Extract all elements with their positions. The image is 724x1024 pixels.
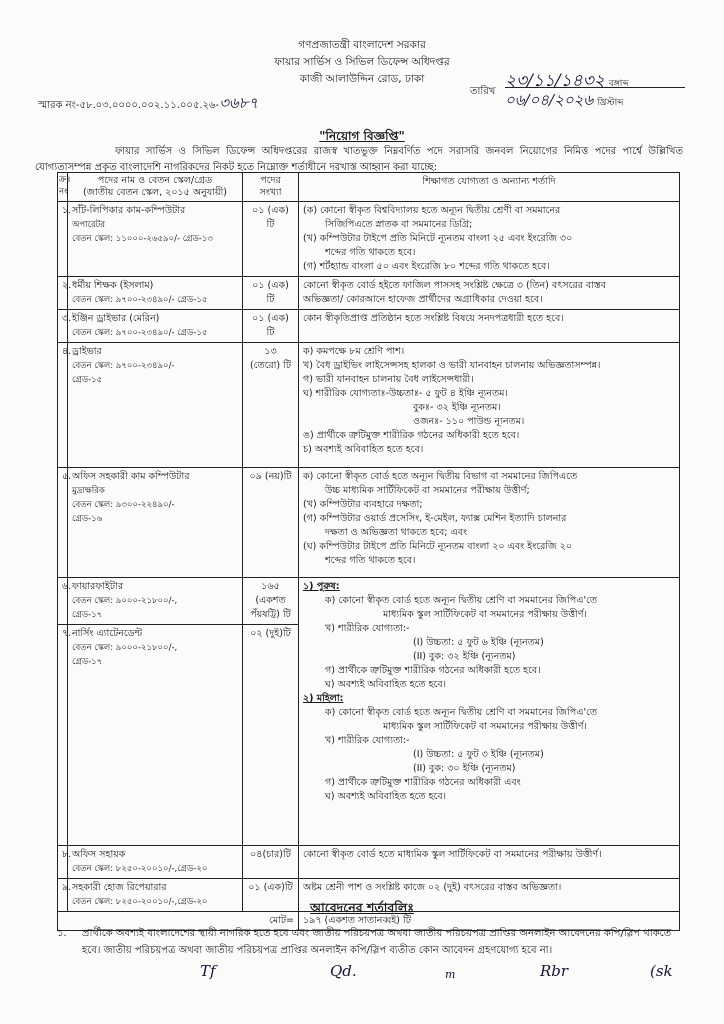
- header-name: [68, 173, 243, 202]
- total-value: ১৯৭ (একশত সাতানব্বই) টি: [299, 912, 680, 931]
- row-post-count: [243, 202, 299, 277]
- header-name-1: পদের নাম ও বেতন স্কেল/গ্রেড: [97, 175, 213, 186]
- condition-number: ১.: [57, 928, 67, 939]
- posts-table: [57, 172, 680, 931]
- header-count-1: পদের: [260, 175, 281, 186]
- female-section-title: ২) মহিলা:: [303, 693, 344, 704]
- requirement-line: শব্দের গতি থাকতে হবে।: [325, 247, 416, 258]
- row-post-count: [243, 343, 299, 468]
- row-sl: ৭.: [58, 625, 68, 846]
- header-department: ফায়ার সার্ভিস ও সিভিল ডিফেন্স অধিদপ্তর: [274, 56, 450, 68]
- post-count-line: টি: [266, 327, 275, 338]
- intro-paragraph: ফায়ার সার্ভিস ও সিভিল ডিফেন্স অধিদপ্তরের রাজস্ব খাতভুক্ত নিম্নবর্ণিত পদে সরাসরি জনবল নিয়োগের নিমিত্ত পদের পার্শ্বে উল্লিখিত যোগ্যতাসম্পন্ন প্রকৃত বাংলাদেশি নাগরিকদের নিকট হতে নিম্নোক্ত শর্তাধীনে দরখাস্ত আহ্বান করা যাচ্ছে:: [35, 146, 683, 173]
- post-name: ধর্মীয় শিক্ষক (ইসলাম): [72, 280, 154, 291]
- requirement-line: ঘ) শারীরিক যোগ্যতাঃ-উচ্চতাঃ- ৫ ফুট ৪ ইঞ্চি ন্যূনতম।: [303, 388, 508, 399]
- pay-scale: বেতন স্কেল: ৯০০০-২১৮০০/-,: [72, 643, 178, 653]
- header-requirements: শিক্ষাগত যোগ্যতা ও অন্যান্য শর্তাদি: [299, 173, 680, 202]
- row-sl: ৩.: [58, 310, 68, 343]
- post-count-line: টি: [266, 294, 275, 305]
- requirement-line: (I) উচ্চতা: ৫ ফুট ৬ ইঞ্চি (ন্যূনতম): [413, 637, 544, 648]
- row-post-name: [68, 625, 243, 846]
- requirement-line: ক) কোনো স্বীকৃত বোর্ড হতে অন্যূন দ্বিতীয় বিভাগ বা সমমানের জিপিএতে: [303, 471, 578, 482]
- post-count-line: ০১ (এক): [252, 205, 289, 216]
- requirement-line: দক্ষতা ও অভিজ্ঞতা থাকতে হবে; এবং: [325, 527, 468, 538]
- row-sl: ২.: [58, 277, 68, 310]
- post-count-line: টি: [266, 219, 275, 230]
- header-count-2: সংখ্যা: [259, 187, 282, 198]
- signature-3: m: [445, 968, 456, 981]
- row-requirements: [299, 468, 680, 578]
- row-requirements: [299, 343, 680, 468]
- table-row: [58, 310, 680, 343]
- requirement-line: শব্দের গতি থাকতে হবে।: [325, 555, 416, 566]
- requirement-line: ঙ) প্রার্থীকে ত্রুটিমুক্ত শারীরিক গঠনের অধিকারী হতে হবে।: [303, 430, 520, 441]
- pay-scale: গ্রেড-১৬: [72, 514, 103, 524]
- pay-scale: বেতন স্কেল: ৮২৫০-২০০১০/-,গ্রেড-২০: [72, 897, 208, 907]
- row-post-name: [68, 578, 243, 625]
- table-row: [58, 578, 680, 625]
- pay-scale: মুদ্রাক্ষরিক: [72, 486, 105, 496]
- post-name: ফায়ারফাইটার: [72, 581, 124, 592]
- post-count-line: (একশত: [255, 595, 286, 606]
- post-name: অফিস সহকারী কাম কম্পিউটার: [72, 471, 190, 482]
- post-count-line: ১৩: [264, 346, 277, 357]
- row-requirements: [299, 202, 680, 277]
- pay-scale: বেতন স্কেল: ৯০০০-২১৮০০/-,: [72, 596, 178, 606]
- table-row: [58, 343, 680, 468]
- memo-handwritten-no: ৩৬৮৭: [219, 94, 259, 112]
- requirement-line: কোন স্বীকৃতিপ্রাপ্ত প্রতিষ্ঠান হতে সংশ্লিষ্ট বিষয়ে সনদপত্রধারী হতে হবে।: [303, 313, 564, 324]
- requirement-line: অষ্টম শ্রেনী পাশ ও সংশ্লিষ্ট কাজে ০২ (দুই) বৎসরের বাস্তব অভিজ্ঞতা।: [303, 882, 562, 893]
- total-label: মোট=: [58, 912, 299, 931]
- row-post-count: [243, 310, 299, 343]
- post-count-line: ০১ (এক): [252, 313, 289, 324]
- post-name: নার্সিং এ্যাটেনডেন্ট: [72, 628, 143, 639]
- pay-scale: গ্রেড-১৫: [72, 375, 103, 385]
- post-name: ইঞ্জিন ড্রাইভার (মেরিন): [72, 313, 160, 324]
- pay-scale: বেতন স্কেল: ৮২৫০-২০০১০/-,গ্রেড-২০: [72, 864, 208, 874]
- row-post-name: [68, 277, 243, 310]
- post-name: অফিস সহায়ক: [72, 849, 126, 860]
- signature-5: (sk: [650, 962, 673, 980]
- row-post-name: [68, 846, 243, 879]
- header-govt: গণপ্রজাতন্ত্রী বাংলাদেশ সরকার: [298, 39, 426, 51]
- post-name: সহকারী হোজ রিপেয়ারার: [72, 882, 167, 893]
- row-post-name: [68, 343, 243, 468]
- row-post-count: [243, 625, 299, 846]
- date-english-suffix: খ্রিস্টাব্দ: [597, 98, 624, 108]
- condition-item: [57, 925, 687, 959]
- pay-scale: গ্রেড-১৭: [72, 610, 103, 620]
- row-requirements: [299, 277, 680, 310]
- requirement-line: ঘ) অবশ্যই অবিবাহিত হতে হবে।: [325, 791, 447, 802]
- signature-4: Rbr: [540, 962, 569, 980]
- requirement-line: (ক) কোনো স্বীকৃত বিশ্ববিদ্যালয় হতে অন্যূন দ্বিতীয় শ্রেণী বা সমমানের: [303, 205, 561, 216]
- requirement-line: ক) কোনো স্বীকৃত বোর্ড হতে অন্যূন দ্বিতীয় শ্রেণি বা সমমানের জিপিএ'তে: [325, 595, 598, 606]
- requirement-line: কোনো স্বীকৃত বোর্ড হতে মাধ্যমিক স্কুল সার্টিফিকেট বা সমমানের পরীক্ষায় উত্তীর্ণ।: [303, 849, 602, 860]
- post-name: সাঁট-লিপিকার কাম-কম্পিউটার: [72, 205, 186, 216]
- post-count-line: ০৪(চার)টি: [250, 849, 291, 860]
- requirement-line: ক) কোনো স্বীকৃত বোর্ড হতে অন্যূন দ্বিতীয় শ্রেণি বা সমমানের জিপিএ'তে: [325, 707, 598, 718]
- table-header-row: [58, 173, 680, 202]
- post-count-line: ১৬৫: [261, 581, 280, 592]
- date-english: ০৬/০৪/২০২৬: [505, 91, 594, 109]
- requirement-line: (গ) শর্টহ্যান্ড বাংলা ৫০ এবং ইংরেজি ৮০ শব্দের গতি থাকতে হবে।: [303, 261, 550, 272]
- pay-scale: বেতন স্কেল: ৯৭০০-২৩৪৯০/- গ্রেড-১৫: [72, 295, 208, 305]
- requirement-line: মাধ্যমিক স্কুল সার্টিফিকেট বা সমমানের পরীক্ষায় উত্তীর্ণ।: [383, 721, 587, 732]
- date-label: তারিখ: [470, 86, 496, 97]
- pay-scale: গ্রেড-১৭: [72, 657, 103, 667]
- requirement-line: ওজনঃ- ১১০ পাউন্ড ন্যূনতম।: [413, 416, 525, 427]
- row-sl: ১.: [58, 202, 68, 277]
- pay-scale: বেতন স্কেল: ৯৭০০-২৩৪৯০/- গ্রেড-১৫: [72, 328, 208, 338]
- requirement-line: গ) ভারী যানবাহন চালনায় বৈধ লাইসেন্সধারী।: [303, 374, 474, 385]
- row-post-count: [243, 468, 299, 578]
- header-sl-1: ক্রঃ: [59, 175, 71, 185]
- post-count-line: পঁয়ষট্টি) টি: [250, 609, 291, 620]
- requirement-line: অভিজ্ঞতা/ কোরআনে হাফেজ প্রার্থীদের অগ্রাধিকার দেওয়া হবে।: [303, 294, 543, 305]
- row-post-count: [243, 277, 299, 310]
- post-count-line: (তেরো) টি: [249, 360, 292, 371]
- requirement-line: বুকঃ- ৩২ ইঞ্চি ন্যূনতম।: [413, 402, 501, 413]
- row-post-count: [243, 846, 299, 879]
- notice-title: "নিয়োগ বিজ্ঞপ্তি": [319, 129, 405, 143]
- post-count-line: ০১ (এক): [252, 280, 289, 291]
- signature-2: Qd.: [330, 962, 357, 980]
- requirement-line: উচ্চ মাধ্যমিক সার্টিফিকেট বা সমমানের পরীক্ষায় উত্তীর্ণ;: [325, 485, 530, 496]
- row-post-name: [68, 202, 243, 277]
- row-sl: ৮.: [58, 846, 68, 879]
- header-address: কাজী আলাউদ্দিন রোড, ঢাকা: [299, 73, 425, 85]
- requirement-line: ক) কমপক্ষে ৮ম শ্রেণি পাশ।: [303, 346, 405, 357]
- memo-label: স্মারক নং-৫৮.০৩.০০০০.০০২.১১.০০৫.২৬-: [38, 100, 220, 111]
- post-count-line: ০১ (এক)টি: [248, 882, 293, 893]
- pay-scale: বেতন স্কেল: ৯৭০০-২৩৪৯০/-: [72, 361, 175, 371]
- condition-text: প্রার্থীকে অবশ্যই বাংলাদেশের স্থায়ী নাগরিক হতে হবে এবং জাতীয় পরিচয়পত্র অথবা জাতীয় পরিচয়পত্র প্রাপ্তির অনলাইন আবেদনের কপি/স্লিপ থাকতে হবে। জাতীয় পরিচয়পত্র অথবা জাতীয় পরিচয়পত্র প্রাপ্তির অনলাইন কপি/স্লিপ ব্যতীত কোন আবেদন গ্রহণযোগ্য হবে না।: [82, 928, 672, 956]
- shared-requirements-firefighter-nursing: [299, 578, 680, 846]
- pay-scale: বেতন স্কেল: ১১০০০-২৬৫৯০/- গ্রেড-১৩: [72, 234, 213, 244]
- row-post-name: [68, 310, 243, 343]
- row-sl: ৪.: [58, 343, 68, 468]
- header-sl: [58, 173, 71, 202]
- date-bangla: ২৩/১১/১৪৩২: [505, 71, 605, 91]
- requirement-line: খ) শারীরিক যোগ্যতা:-: [325, 735, 410, 746]
- pay-scale: বেতন স্কেল: ৯৩০০-২২৪৯০/-: [72, 500, 175, 510]
- row-post-count: [243, 578, 299, 625]
- requirement-line: (II) বুক: ৩০ ইঞ্চি (ন্যূনতম): [413, 763, 516, 774]
- pay-scale: অপারেটর: [72, 220, 105, 230]
- requirement-line: (I) উচ্চতা: ৫ ফুট ৩ ইঞ্চি (ন্যূনতম): [413, 749, 544, 760]
- requirement-line: (II) বুক: ৩২ ইঞ্চি (ন্যূনতম): [413, 651, 516, 662]
- table-row: [58, 846, 680, 879]
- table-row: [58, 277, 680, 310]
- male-section-title: ১) পুরুষ:: [303, 581, 340, 592]
- requirement-line: ঘ) অবশ্যই অবিবাহিত হতে হবে।: [325, 679, 447, 690]
- post-name: ড্রাইভার: [72, 346, 102, 357]
- post-count-line: ০৯ (নয়)টি: [249, 471, 292, 482]
- post-count-line: ০২ (দুই)টি: [250, 628, 291, 639]
- header-name-2: (জাতীয় বেতন স্কেল, ২০১৫ অনুযায়ী): [82, 187, 228, 198]
- memo-number: [38, 92, 258, 117]
- header-count: [243, 173, 299, 202]
- row-post-name: [68, 468, 243, 578]
- row-requirements: [299, 846, 680, 879]
- requirement-line: (খ) কম্পিউটার টাইপে প্রতি মিনিটে ন্যূনতম বাংলা ২৫ এবং ইংরেজি ৩০: [303, 233, 573, 244]
- signature-1: Tf: [200, 962, 216, 980]
- table-row: [58, 468, 680, 578]
- date-bangla-suffix: বঙ্গাব্দ: [608, 79, 629, 89]
- requirement-line: (ঘ) কম্পিউটার টাইপে প্রতি মিনিটে ন্যূনতম বাংলা ২০ এবং ইংরেজি ২০: [303, 541, 572, 552]
- requirement-line: (খ) কম্পিউটার ব্যবহারে দক্ষতা;: [303, 499, 423, 510]
- requirement-line: মাধ্যমিক স্কুল সার্টিফিকেট বা সমমানের পরীক্ষায় উত্তীর্ণ।: [383, 609, 587, 620]
- row-sl: ৫.: [58, 468, 68, 578]
- requirement-line: খ) শারীরিক যোগ্যতা:-: [325, 623, 410, 634]
- requirement-line: গ) প্রার্থীকে ত্রুটিমুক্ত শারীরিক গঠনের অধিকারী হতে হবে।: [325, 665, 541, 676]
- conditions-heading: আবেদনের শর্তাবলিঃ: [310, 900, 414, 915]
- header-sl-2: নং: [59, 187, 68, 197]
- requirement-line: চ) অবশ্যই অবিবাহিত হতে হবে।: [303, 444, 424, 455]
- row-requirements: [299, 310, 680, 343]
- requirement-line: কোনো স্বীকৃত বোর্ড হইতে ফাজিল পাসসহ সংশ্লিষ্ট ক্ষেত্রে ৩ (তিন) বৎসরের বাস্তব: [303, 280, 606, 291]
- table-row: [58, 202, 680, 277]
- requirement-line: খ) বৈধ ড্রাইভিং লাইসেন্সসহ হালকা ও ভারী যানবাহন চালনায় অভিজ্ঞতাসম্পন্ন।: [303, 360, 601, 371]
- requirement-line: (গ) কম্পিউটার ওয়ার্ড প্রসেসিং, ই-মেইল, ফ্যাক্স মেশিন ইত্যাদি চালনার: [303, 513, 567, 524]
- row-sl: ৬.: [58, 578, 68, 625]
- requirement-line: গ) প্রার্থীকে ত্রুটিমুক্ত শারীরিক গঠনের অধিকারী এবং: [325, 777, 521, 788]
- requirement-line: সিজিপিএতে স্নাতক বা সমমানের ডিগ্রি;: [325, 219, 473, 230]
- row-sl: ৯.: [58, 879, 68, 912]
